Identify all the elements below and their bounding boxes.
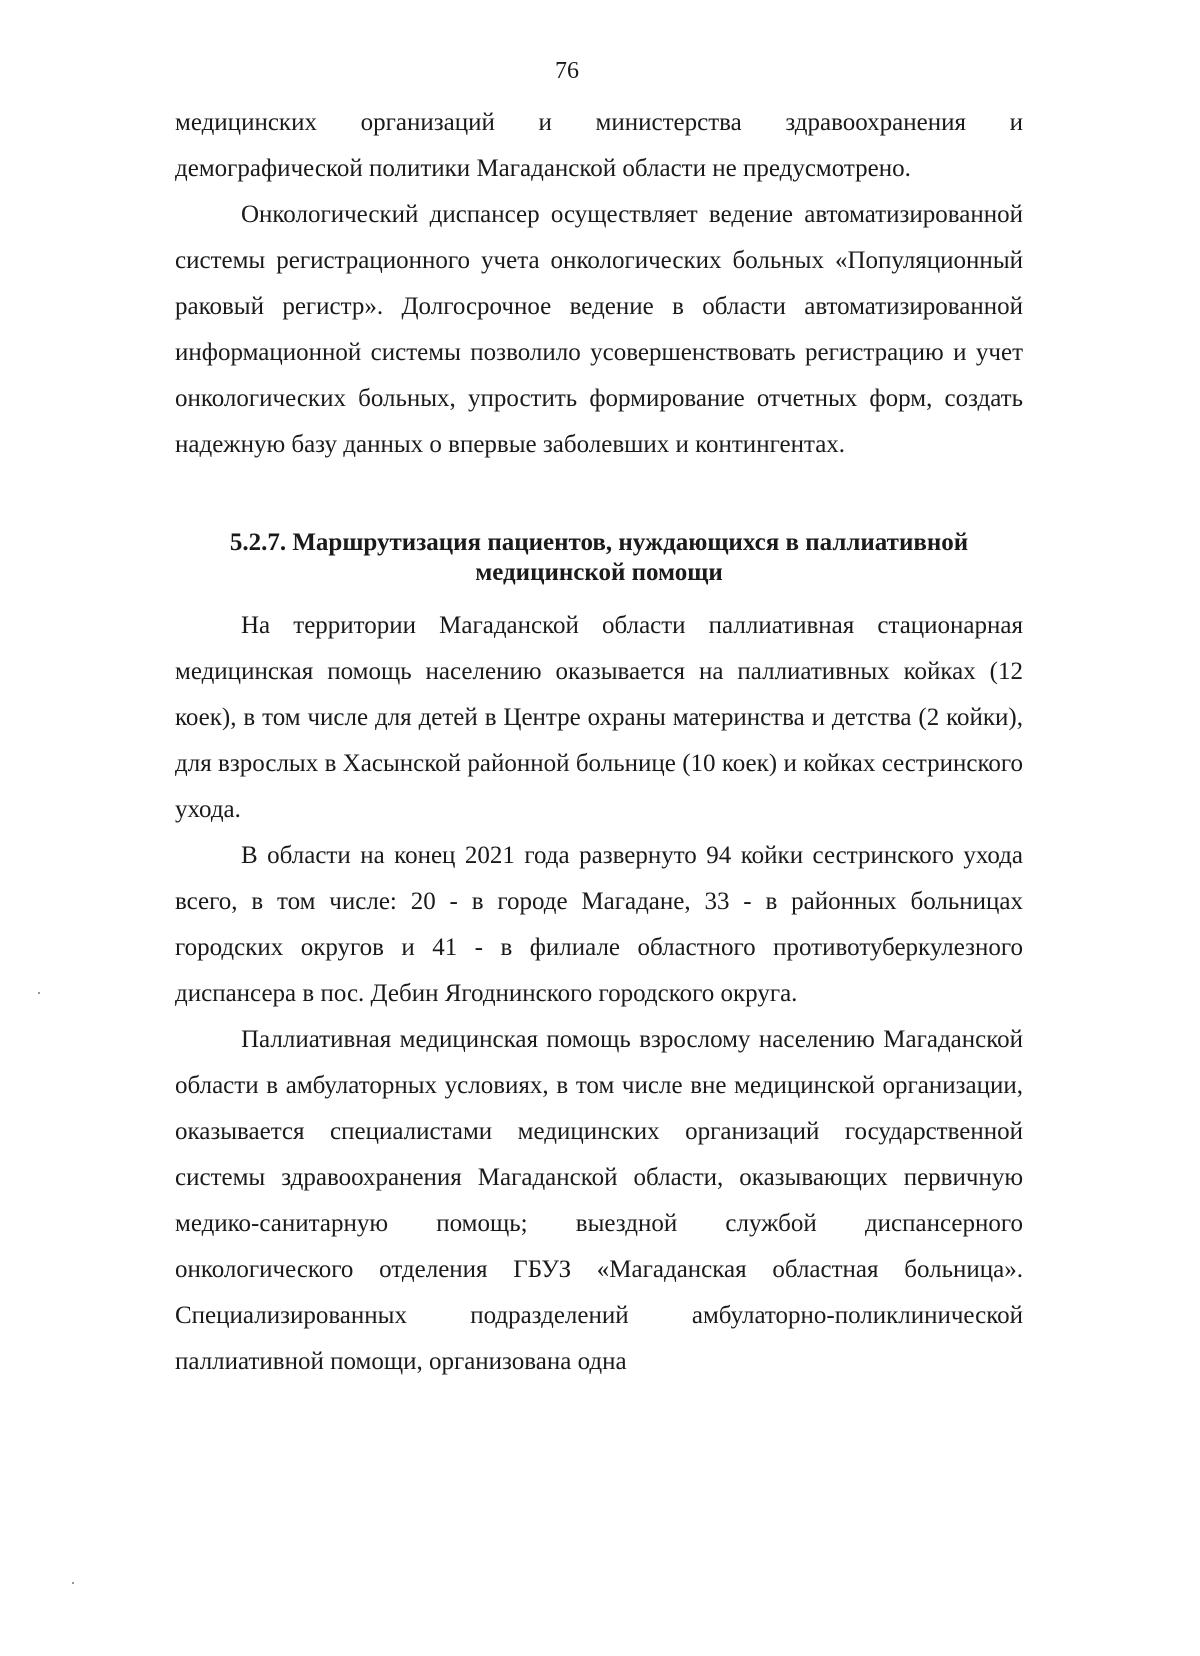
section-heading-line-1: 5.2.7. Маршрутизация пациентов, нуждающихся в паллиативной bbox=[229, 529, 969, 556]
section-heading-line-2: медицинской помощи bbox=[475, 559, 723, 586]
paragraph-continued: медицинских организаций и министерства здравоохранения и демографической политики Магаданской области не предусмотрено. bbox=[175, 109, 1023, 182]
section-heading bbox=[175, 528, 1023, 588]
page-number: 76 bbox=[555, 58, 579, 84]
scan-speck bbox=[38, 992, 40, 994]
paragraph-oncology-register: Онкологический диспансер осуществляет ведение автоматизированной системы регистрационного учета онкологических больных «Популяционный раковый регистр». Долгосрочное ведение в области автоматизированной информационной системы позволило усовершенствовать регистрацию и учет онкологических больных, упростить формирование отчетных форм, создать надежную базу данных о впервые заболевших и контингентах. bbox=[175, 201, 1023, 458]
paragraph-nursing-beds: В области на конец 2021 года развернуто 94 койки сестринского ухода всего, в том числе: 20 - в городе Магадане, 33 - в районных больницах городских округов и 41 - в филиале областного противотуберкулезного диспансера в пос. Дебин Ягоднинского городского округа. bbox=[175, 842, 1023, 1007]
page-body bbox=[175, 100, 1023, 1385]
scan-speck bbox=[72, 1582, 74, 1584]
paragraph-outpatient-care: Паллиативная медицинская помощь взрослому населению Магаданской области в амбулаторных условиях, в том числе вне медицинской организации, оказывается специалистами медицинских организаций государственной системы здравоохранения Магаданской области, оказывающих первичную медико-санитарную помощь; выездной службой диспансерного онкологического отделения ГБУЗ «Магаданская областная больница». Специализированных подразделений амбулаторно-поликлинической паллиативной помощи, организована одна bbox=[175, 1026, 1023, 1375]
paragraph-palliative-beds: На территории Магаданской области паллиативная стационарная медицинская помощь населению оказывается на паллиативных койках (12 коек), в том числе для детей в Центре охраны материнства и детства (2 койки), для взрослых в Хасынской районной больнице (10 коек) и койках сестринского ухода. bbox=[175, 612, 1023, 823]
